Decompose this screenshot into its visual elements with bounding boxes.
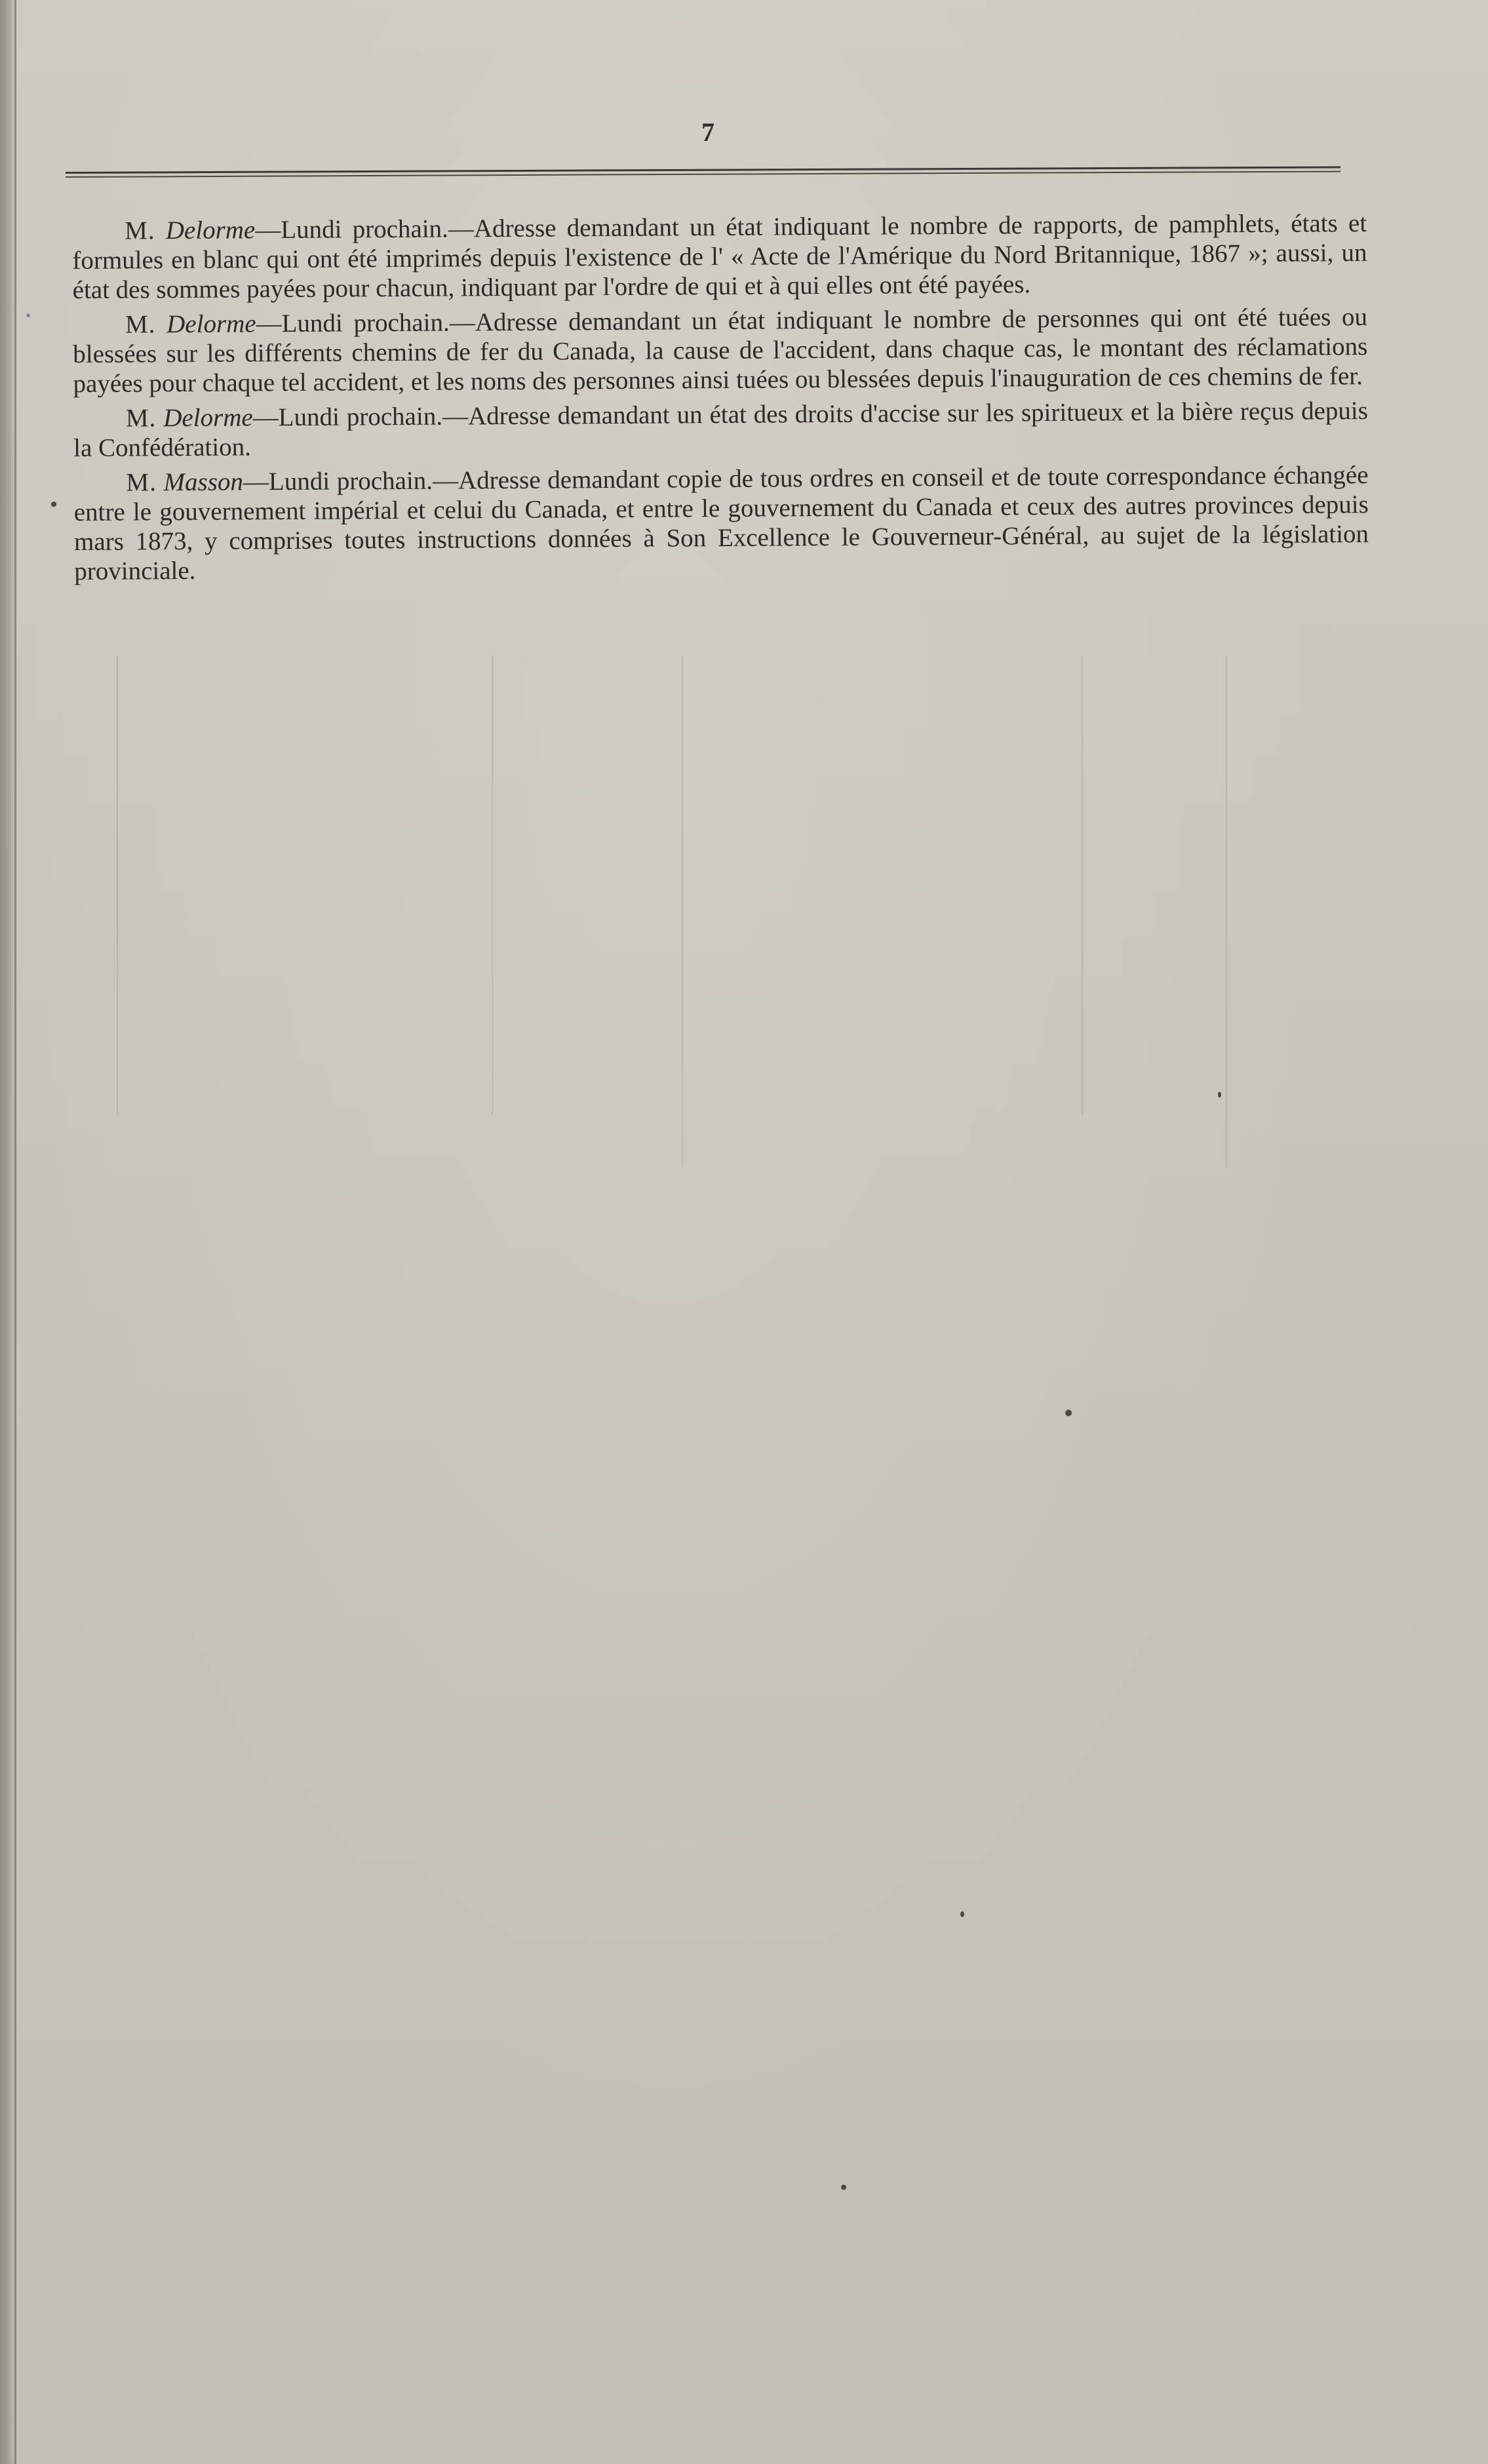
motion-member-name: Masson xyxy=(163,467,244,497)
motion-text: Adresse demandant un état indiquant le nombre de rapports, de pamphlets, états et formules en blanc qui ont été imprimés depuis l'existence de l' « Acte de l'Amérique du Nord Britannique, 1867 »; aussi, un état des sommes payées pour chacun, indiquant par l'ordre de qui et à qui elles ont été payées. xyxy=(72,209,1367,304)
motion-speaker: M. xyxy=(125,310,156,339)
paper-speck xyxy=(1218,1092,1221,1098)
binding-rule xyxy=(14,0,16,2464)
motion-speaker: M. xyxy=(126,468,157,497)
motion-date: —Lundi prochain.— xyxy=(243,466,459,496)
bleed-through-line xyxy=(1226,656,1227,1167)
page-binding-edge xyxy=(0,0,16,2464)
paper-speck xyxy=(841,2185,846,2190)
motion-text: Adresse demandant un état indiquant le nombre de personnes qui ont été tuées ou blessées sur les différents chemins de fer du Canada, la cause de l'accident, dans chaque cas, le montant des réclamations payées pour chaque tel accident, et les noms des personnes ainsi tuées ou blessées depuis l'inauguration de ces chemins de fer. xyxy=(73,302,1368,398)
bleed-through-line xyxy=(682,656,683,1167)
motion-speaker: M. xyxy=(125,216,155,245)
paper-speck xyxy=(51,502,56,507)
bleed-through-line xyxy=(117,656,118,1115)
motion-member-name: Delorme xyxy=(165,216,256,245)
motion-member-name: Delorme xyxy=(166,309,256,339)
bleed-through-line xyxy=(1082,656,1083,1115)
motion-item xyxy=(72,209,1367,305)
motion-item xyxy=(73,460,1369,586)
motion-date: —Lundi prochain.— xyxy=(256,308,475,338)
bleed-through-line xyxy=(492,656,493,1115)
motion-item xyxy=(73,396,1369,463)
motions-list xyxy=(72,209,1369,591)
motion-date: —Lundi prochain.— xyxy=(255,214,474,245)
paper-speck xyxy=(26,313,30,317)
header-divider xyxy=(66,170,1341,180)
motion-member-name: Delorme xyxy=(163,403,253,433)
page-mark: 7 xyxy=(701,117,715,147)
motion-date: —Lundi prochain.— xyxy=(252,402,469,432)
motion-speaker: M. xyxy=(125,404,157,433)
paper-speck xyxy=(1065,1410,1072,1416)
motion-item xyxy=(73,302,1368,399)
motion-text: Adresse demandant un état des droits d'accise sur les spiritueux et la bière reçus depuis la Confédération. xyxy=(73,396,1368,462)
paper-speck xyxy=(960,1911,964,1917)
motion-text: Adresse demandant copie de tous ordres en conseil et de toute correspondance échangée entre le gouvernement impérial et celui du Canada, et entre le gouvernement du Canada et ceux des autres provinces depuis mars 1873, y comprises toutes instructions données à Son Excellence le Gouverneur-Général, au sujet de la législation provinciale. xyxy=(73,460,1369,586)
